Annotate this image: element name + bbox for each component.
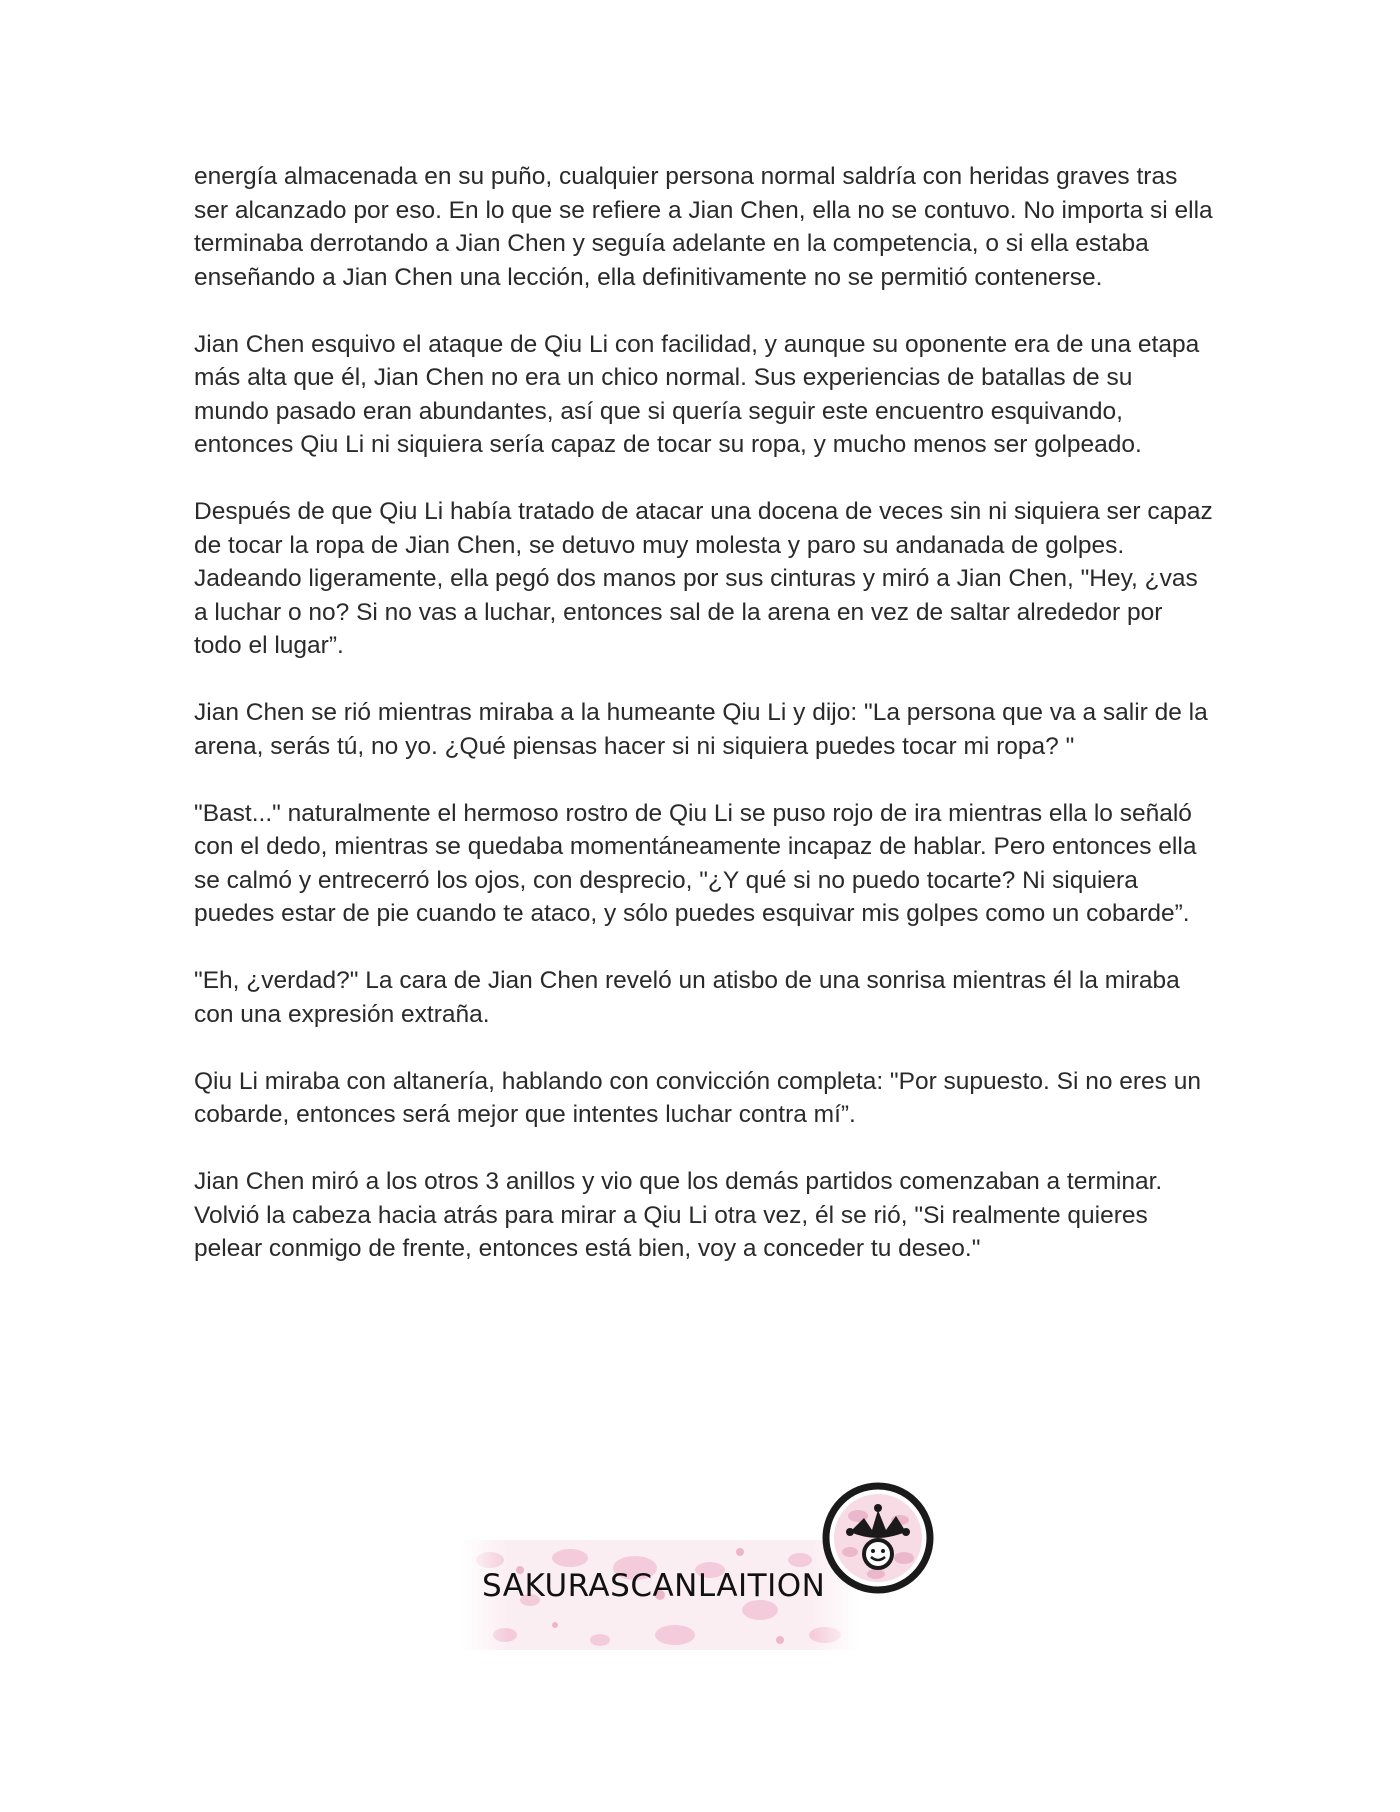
paragraph-7: Qiu Li miraba con altanería, hablando con convicción completa: "Por supuesto. Si no eres un cobarde, entonces será mejor que intentes luchar contra mí”. — [194, 1067, 1201, 1128]
paragraph-1: energía almacenada en su puño, cualquier persona normal saldría con heridas graves tras ser alcanzado por eso. En lo que se refiere a Jian Chen, ella no se contuvo. No importa si ella terminaba derrotando a Jian Chen y seguía adelante en la competencia, o si ella estaba enseñando a Jian Chen una lección, ella definitivamente no se permitió contenerse. — [194, 163, 1213, 291]
jester-hat-face-icon — [820, 1480, 936, 1596]
logo-text: SAKURASCANLAITION — [482, 1568, 826, 1604]
paragraph-3: Después de que Qiu Li había tratado de atacar una docena de veces sin ni siquiera ser capaz de tocar la ropa de Jian Chen, se detuvo muy molesta y paro su andanada de golpes. Jadeando ligeramente, ella pegó dos manos por sus cinturas y miró a Jian Chen, "Hey, ¿vas a luchar o no? Si no vas a luchar, entonces sal de la arena en vez de saltar alrededor por todo el lugar”. — [194, 498, 1213, 659]
paragraph-8: Jian Chen miró a los otros 3 anillos y vio que los demás partidos comenzaban a terminar. Volvió la cabeza hacia atrás para mirar a Qiu Li otra vez, él se rió, "Si realmente quieres pelear conmigo de frente, entonces está bien, voy a conceder tu deseo." — [194, 1168, 1163, 1262]
scanlation-logo — [460, 1480, 940, 1660]
paragraph-2: Jian Chen esquivo el ataque de Qiu Li con facilidad, y aunque su oponente era de una etapa más alta que él, Jian Chen no era un chico normal. Sus experiencias de batallas de su mundo pasado eran abundantes, así que si quería seguir este encuentro esquivando, entonces Qiu Li ni siquiera sería capaz de tocar su ropa, y mucho menos ser golpeado. — [194, 330, 1200, 458]
story-text — [194, 160, 1214, 1299]
paragraph-6: "Eh, ¿verdad?" La cara de Jian Chen reveló un atisbo de una sonrisa mientras él la miraba con una expresión extraña. — [194, 967, 1180, 1028]
paragraph-4: Jian Chen se rió mientras miraba a la humeante Qiu Li y dijo: "La persona que va a salir de la arena, serás tú, no yo. ¿Qué piensas hacer si ni siquiera puedes tocar mi ropa? " — [194, 699, 1208, 760]
paragraph-5: "Bast..." naturalmente el hermoso rostro de Qiu Li se puso rojo de ira mientras ella lo señaló con el dedo, mientras se quedaba momentáneamente incapaz de hablar. Pero entonces ella se calmó y entrecerró los ojos, con desprecio, "¿Y qué si no puedo tocarte? Ni siquiera puedes estar de pie cuando te ataco, y sólo puedes esquivar mis golpes como un cobarde”. — [194, 799, 1197, 927]
